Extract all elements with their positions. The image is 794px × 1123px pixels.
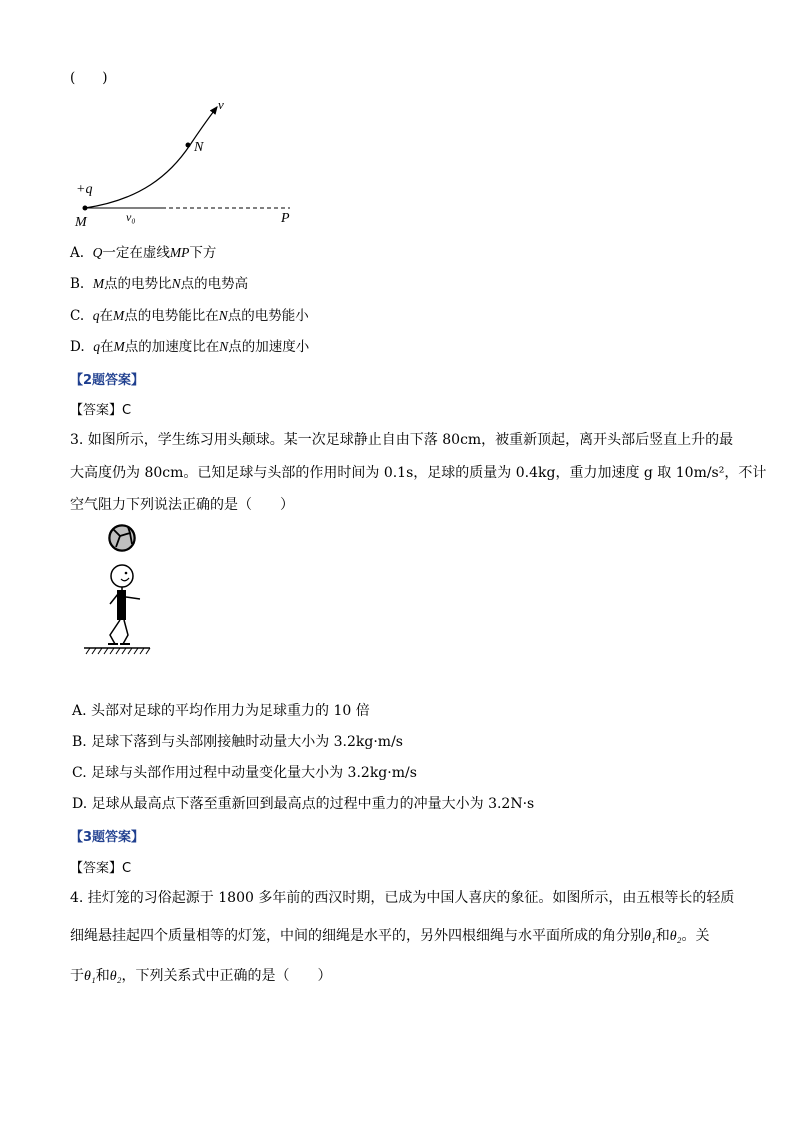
q3-header-figure <box>80 520 155 660</box>
q3-option-b: B. 足球下落到与头部刚接触时动量大小为 3.2kg·m/s <box>72 734 403 750</box>
q2-option-d: D. q在M点的加速度比在N点的加速度小 <box>70 339 310 355</box>
point-m <box>83 206 88 211</box>
ground <box>84 648 150 654</box>
q2-answer-tag: 【2题答案】 <box>70 373 145 388</box>
q2-answer: 【答案】C <box>70 403 132 418</box>
label-m: M <box>75 215 87 230</box>
q3-stem-line3: 空气阻力下列说法正确的是（ ） <box>70 497 294 513</box>
q3-answer-tag: 【3题答案】 <box>70 830 145 845</box>
q2-option-c: C. q在M点的电势能比在N点的电势能小 <box>70 308 309 324</box>
label-p: P <box>281 211 290 226</box>
q4-stem-line2: 细绳悬挂起四个质量相等的灯笼，中间的细绳是水平的，另外四根细绳与水平面所成的角分别θ₁和θ₂。关 <box>70 928 710 944</box>
q3-answer: 【答案】C <box>70 861 132 876</box>
label-q: +q <box>76 182 93 197</box>
q4-stem-line3: 于θ₁和θ₂，下列关系式中正确的是（ ） <box>70 968 332 984</box>
q3-option-c: C. 足球与头部作用过程中动量变化量大小为 3.2kg·m/s <box>72 765 417 781</box>
q3-stem-line1: 3. 如图所示，学生练习用头颠球。某一次足球静止自由下落 80cm，被重新顶起，离开头部后竖直上升的最 <box>70 432 734 448</box>
soccer-ball-icon <box>109 525 135 551</box>
q3-option-a: A. 头部对足球的平均作用力为足球重力的 10 倍 <box>72 703 370 719</box>
label-v: v <box>218 97 224 112</box>
student-figure <box>108 565 140 644</box>
point-n <box>186 143 191 148</box>
q4-stem-line1: 4. 挂灯笼的习俗起源于 1800 多年前的西汉时期，已成为中国人喜庆的象征。如图所示，由五根等长的轻质 <box>70 890 735 906</box>
label-n: N <box>194 140 204 155</box>
q2-option-b: B. M点的电势比N点的电势高 <box>70 276 249 292</box>
label-v0: v₀ <box>126 210 136 224</box>
q2-option-a: A. Q一定在虚线MP下方 <box>70 245 217 261</box>
trajectory-curve <box>85 107 217 208</box>
q2-paren: ( ) <box>70 70 108 86</box>
q2-trajectory-figure <box>70 95 310 230</box>
q3-stem-line2: 大高度仍为 80cm。已知足球与头部的作用时间为 0.1s，足球的质量为 0.4kg，重力加速度 g 取 10m/s²，不计 <box>70 465 767 481</box>
q3-option-d: D. 足球从最高点下落至重新回到最高点的过程中重力的冲量大小为 3.2N·s <box>72 796 535 812</box>
